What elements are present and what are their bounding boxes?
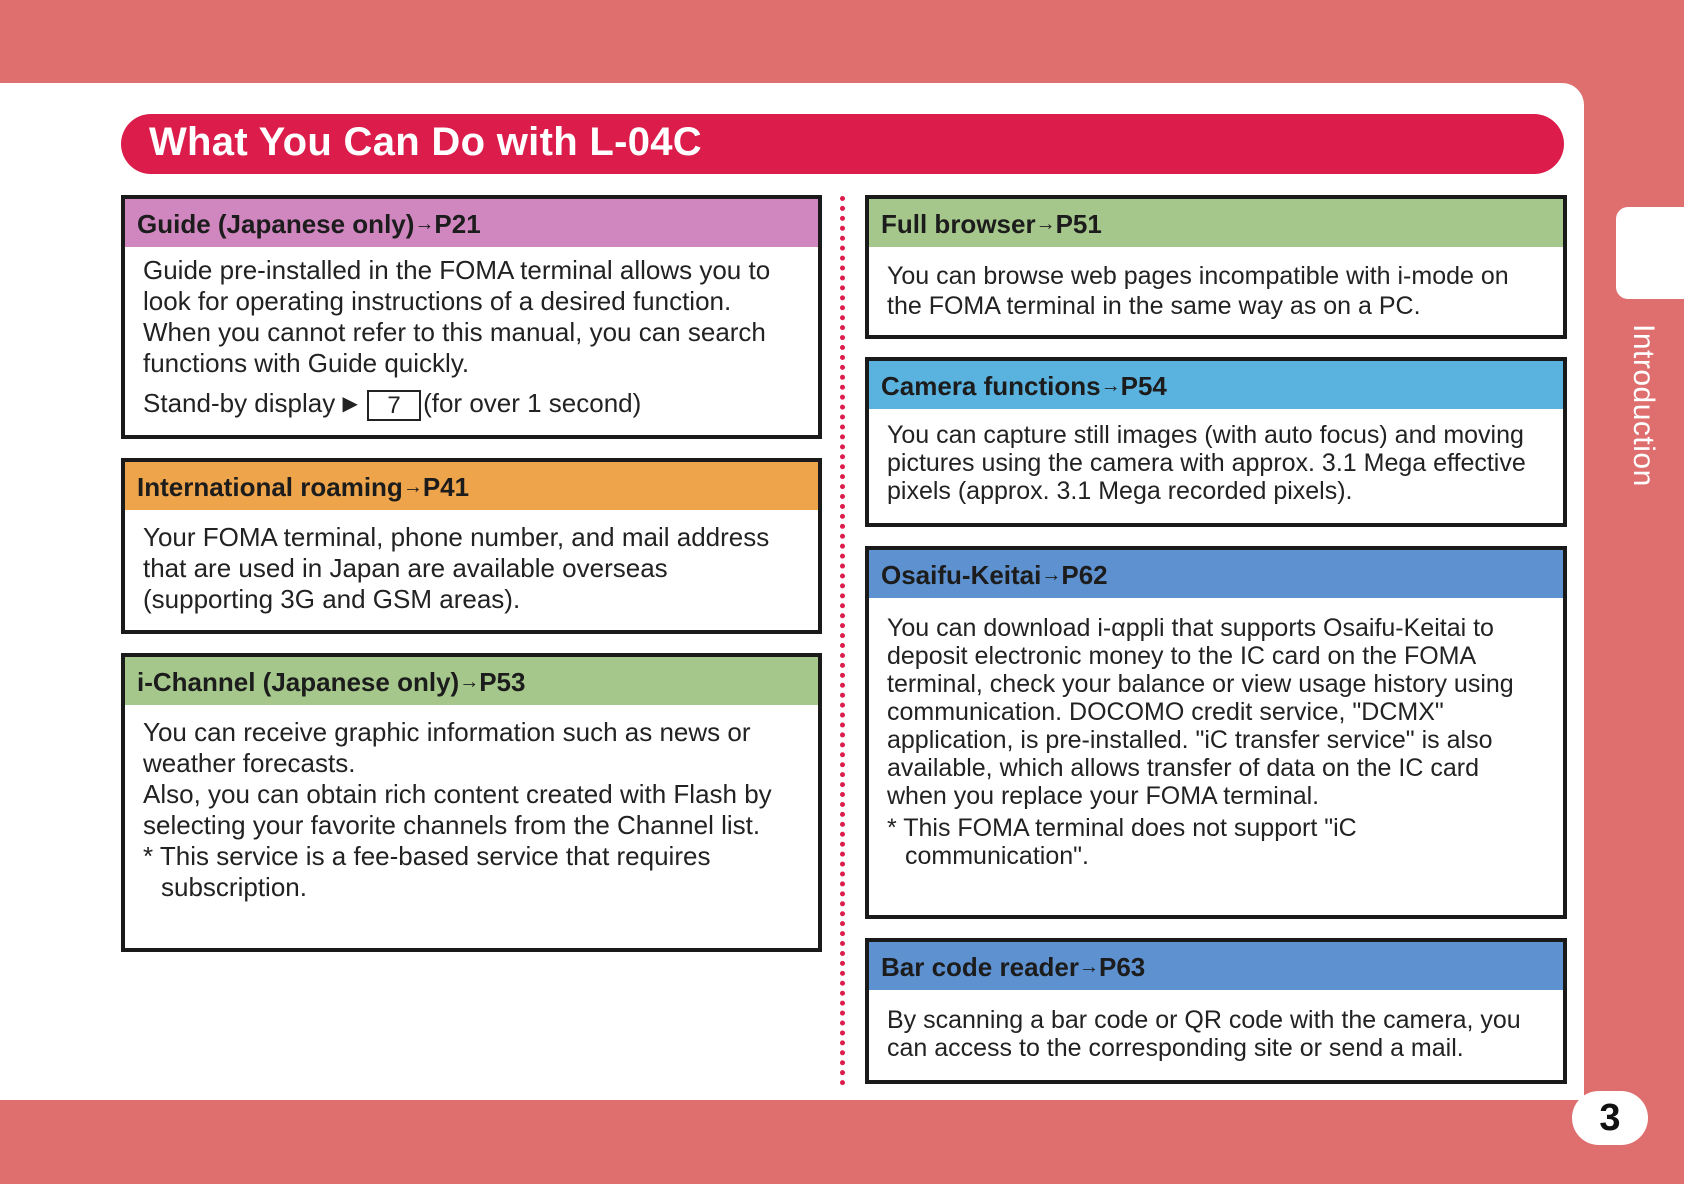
section-camera <box>865 357 1567 527</box>
section-barcode <box>865 938 1567 1084</box>
section-roaming <box>121 458 822 634</box>
arrow-icon: → <box>1078 956 1099 978</box>
section-osaifu-note: * This FOMA terminal does not support "iC communication". <box>887 814 1357 870</box>
key-7-icon: 7 <box>367 390 421 421</box>
section-roaming-header <box>125 462 818 510</box>
section-guide-operation <box>143 388 798 421</box>
arrow-icon: → <box>414 213 435 235</box>
section-ichannel-body <box>125 705 818 903</box>
standby-label: Stand-by display <box>143 388 336 418</box>
page-number: 3 <box>1572 1091 1648 1145</box>
section-camera-header <box>869 361 1563 409</box>
section-camera-body <box>869 409 1563 505</box>
section-barcode-text: By scanning a bar code or QR code with the camera, you can access to the corresponding site or send a mail. <box>887 1006 1521 1062</box>
section-barcode-title: Bar code reader <box>881 952 1079 982</box>
section-browser-page-ref[interactable]: P51 <box>1055 209 1102 239</box>
section-osaifu <box>865 546 1567 919</box>
section-roaming-text: Your FOMA terminal, phone number, and mail address that are used in Japan are available overseas (supporting 3G and GSM areas). <box>143 522 770 614</box>
section-camera-text: You can capture still images (with auto focus) and moving pictures using the camera with approx. 3.1 Mega effective pixels (approx. 3.1 Mega recorded pixels). <box>887 421 1526 505</box>
section-guide <box>121 195 822 439</box>
arrow-icon: → <box>1035 213 1056 235</box>
section-osaifu-title: Osaifu-Keitai <box>881 560 1042 590</box>
section-barcode-header <box>869 942 1563 990</box>
title-bar <box>121 114 1564 174</box>
page-title: What You Can Do with L-04C <box>149 120 702 164</box>
side-tab-indicator <box>1616 207 1684 299</box>
section-browser-body <box>869 247 1563 321</box>
section-ichannel-text1: You can receive graphic information such as news or weather forecasts. <box>143 717 751 778</box>
section-camera-title: Camera functions <box>881 371 1101 401</box>
section-osaifu-page-ref[interactable]: P62 <box>1061 560 1108 590</box>
section-guide-page-ref[interactable]: P21 <box>434 209 481 239</box>
section-osaifu-body <box>869 598 1563 870</box>
section-osaifu-text: You can download i-αppli that supports Osaifu-Keitai to deposit electronic money to the IC card on the FOMA terminal, check your balance or view usage history using communication. DOCOMO credit service, "DCMX" application, is pre-installed. "iC transfer service" is also available, which allows transfer of data on the IC card when you replace your FOMA terminal. <box>887 614 1514 810</box>
section-barcode-body <box>869 990 1563 1062</box>
section-roaming-body <box>125 510 818 615</box>
arrow-icon: → <box>402 476 423 498</box>
section-guide-header <box>125 199 818 247</box>
section-ichannel-page-ref[interactable]: P53 <box>479 667 526 697</box>
arrow-icon: → <box>459 671 480 693</box>
section-ichannel <box>121 653 822 952</box>
section-roaming-title: International roaming <box>137 472 403 502</box>
section-browser-text: You can browse web pages incompatible with i-mode on the FOMA terminal in the same way as on a PC. <box>887 262 1509 320</box>
arrow-icon: → <box>1100 375 1121 397</box>
section-browser-title: Full browser <box>881 209 1036 239</box>
section-guide-text: Guide pre-installed in the FOMA terminal allows you to look for operating instructions of a desired function. When you cannot refer to this manual, you can search functions with Guide quickly. <box>143 255 771 378</box>
side-tab-label: Introduction <box>1627 324 1660 487</box>
section-browser <box>865 195 1567 339</box>
section-ichannel-note: * This service is a fee-based service that requires subscription. <box>143 841 711 902</box>
section-guide-body <box>125 247 818 421</box>
section-browser-header <box>869 199 1563 247</box>
play-triangle-icon: ▶ <box>342 393 358 415</box>
section-guide-title: Guide (Japanese only) <box>137 209 415 239</box>
section-camera-page-ref[interactable]: P54 <box>1120 371 1167 401</box>
section-roaming-page-ref[interactable]: P41 <box>422 472 470 502</box>
section-osaifu-header <box>869 550 1563 598</box>
column-divider <box>840 196 845 1086</box>
section-ichannel-text2: Also, you can obtain rich content created with Flash by selecting your favorite channels from the Channel list. <box>143 779 772 840</box>
arrow-icon: → <box>1041 564 1062 586</box>
standby-duration: (for over 1 second) <box>423 388 642 418</box>
section-ichannel-header <box>125 657 818 705</box>
section-ichannel-title: i-Channel (Japanese only) <box>137 667 460 697</box>
section-barcode-page-ref[interactable]: P63 <box>1098 952 1146 982</box>
